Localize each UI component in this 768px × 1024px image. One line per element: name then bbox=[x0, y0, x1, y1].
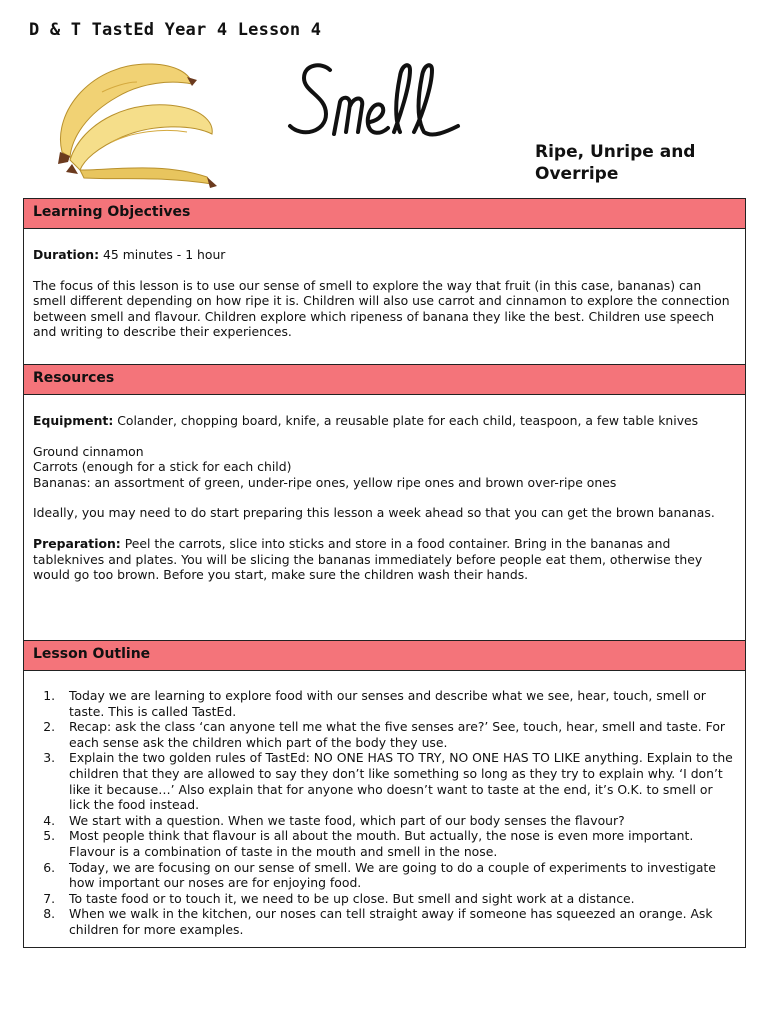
outline-step: 8. When we walk in the kitchen, our noses can tell straight away if someone has squeezed an orange. Ask children for more examples. bbox=[59, 906, 736, 937]
outline-step: 7. To taste food or to touch it, we need to be up close. But smell and sight work at a distance. bbox=[59, 891, 736, 907]
resource-item: Bananas: an assortment of green, under-ripe ones, yellow ripe ones and brown over-ripe ones bbox=[33, 474, 617, 490]
preparation-line bbox=[33, 536, 736, 583]
lesson-subtitle: Ripe, Unripe and Overripe bbox=[535, 142, 696, 184]
smell-lettering bbox=[282, 56, 472, 148]
resources-section bbox=[23, 364, 746, 642]
outline-step: 6. Today, we are focusing on our sense of smell. We are going to do a couple of experiments to investigate how important our noses are for enjoying food. bbox=[59, 860, 736, 891]
lesson-outline-section bbox=[23, 640, 746, 948]
outline-step: 1. Today we are learning to explore food with our senses and describe what we see, hear, touch, smell or taste. This is called TastEd. bbox=[59, 688, 736, 719]
duration-value: 45 minutes - 1 hour bbox=[99, 247, 226, 262]
duration-line bbox=[33, 247, 736, 263]
resource-item: Ground cinnamon bbox=[33, 443, 144, 459]
banana-illustration bbox=[42, 52, 227, 197]
objectives-paragraph: The focus of this lesson is to use our sense of smell to explore the way that fruit (in this case, bananas) can smell different depending on how ripe it is. Children will also use carrot and cinnamon to explore the connection between smell and flavour. Children explore which ripeness of banana they like the best. Children use speech and writing to describe their experiences. bbox=[33, 277, 730, 340]
equipment-value: Colander, chopping board, knife, a reusable plate for each child, teaspoon, a few table knives bbox=[113, 413, 699, 428]
outline-step: 2. Recap: ask the class ‘can anyone tell me what the five senses are?’ See, touch, hear, smell and taste. For each sense ask the children which part of the body they use. bbox=[59, 719, 736, 750]
document-title: D & T TastEd Year 4 Lesson 4 bbox=[29, 20, 322, 40]
preparation-label: Preparation: bbox=[33, 535, 121, 551]
equipment-label: Equipment: bbox=[33, 413, 114, 428]
outline-steps-list bbox=[33, 688, 736, 938]
preparation-value: Peel the carrots, slice into sticks and store in a food container. Bring in the bananas and tableknives and plates. You will be slicing the bananas immediately before people eat them, otherwise they would go too brown. Before you start, make sure the children wash their hands. bbox=[33, 535, 703, 583]
resource-item: Carrots (enough for a stick for each child) bbox=[33, 459, 292, 475]
section-heading: Lesson Outline bbox=[24, 641, 745, 671]
learning-objectives-section bbox=[23, 198, 746, 366]
outline-step: 3. Explain the two golden rules of TastEd: NO ONE HAS TO TRY, NO ONE HAS TO LIKE anything. Explain to the children that they are allowed to say they don’t like something so long as they try to explain why. ‘I don’t like it because…’ Also explain that for anyone who doesn’t want to taste at the end, it’s O.K. to smell or lick the food instead. bbox=[59, 750, 736, 812]
section-heading: Learning Objectives bbox=[24, 199, 745, 229]
section-heading: Resources bbox=[24, 365, 745, 395]
outline-step: 5. Most people think that flavour is all about the mouth. But actually, the nose is even more important. Flavour is a combination of taste in the mouth and smell in the nose. bbox=[59, 828, 736, 859]
outline-step: 4. We start with a question. When we taste food, which part of our body senses the flavour? bbox=[59, 813, 736, 829]
ideally-paragraph: Ideally, you may need to do start preparing this lesson a week ahead so that you can get the brown bananas. bbox=[33, 505, 715, 521]
equipment-line bbox=[33, 413, 736, 429]
duration-label: Duration: bbox=[33, 247, 100, 262]
